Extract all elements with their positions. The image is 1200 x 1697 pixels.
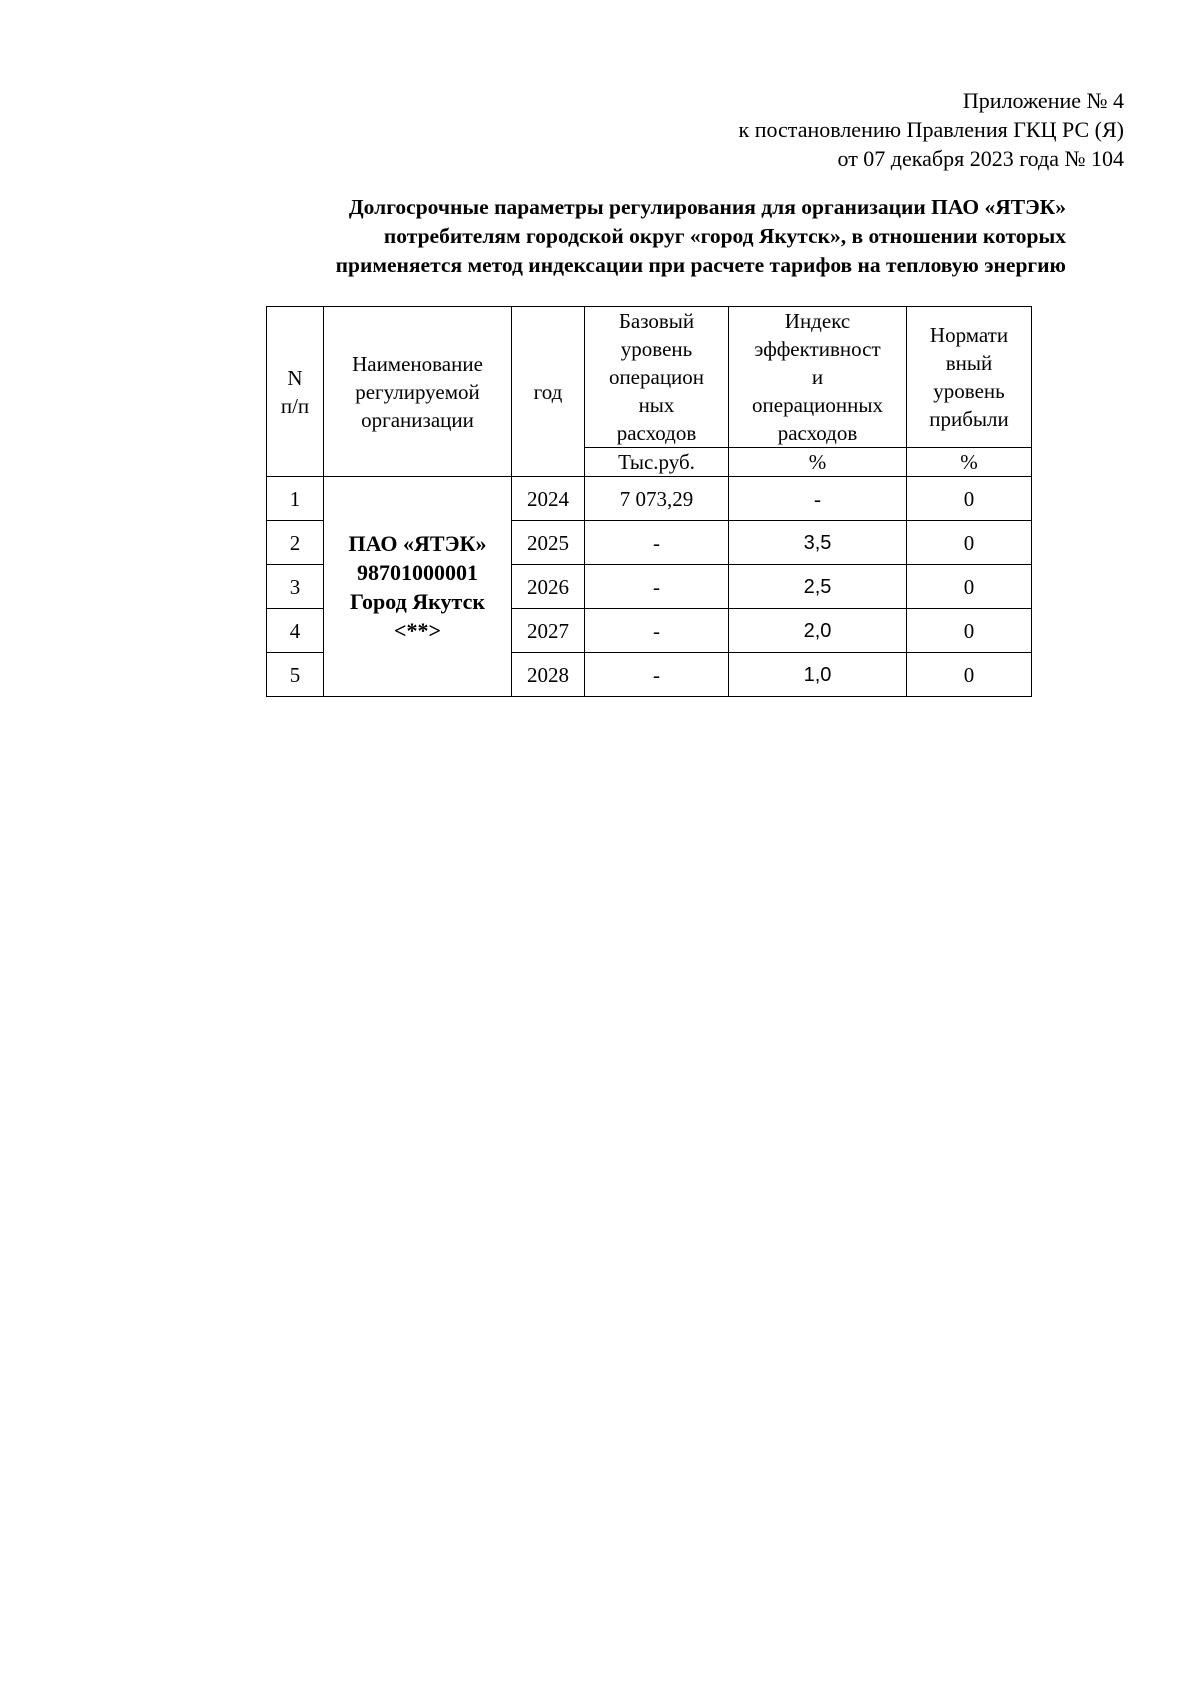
row-base-costs: -	[585, 565, 729, 609]
row-base-costs: 7 073,29	[585, 477, 729, 521]
row-year: 2026	[512, 565, 585, 609]
header-base-line: расходов	[616, 421, 697, 445]
unit-profit: %	[907, 448, 1032, 477]
row-year: 2028	[512, 653, 585, 697]
header-base-line: операцион	[608, 365, 705, 389]
row-base-costs: -	[585, 653, 729, 697]
header-num	[267, 307, 324, 477]
header-index-line: расходов	[777, 421, 858, 445]
row-efficiency-index: 3,5	[729, 521, 907, 565]
row-profit-level: 0	[907, 521, 1032, 565]
header-profit-level	[907, 307, 1032, 448]
row-profit-level: 0	[907, 477, 1032, 521]
row-year: 2025	[512, 521, 585, 565]
document-title	[200, 193, 1066, 280]
org-city: Город Якутск	[349, 588, 486, 614]
title-line-1: Долгосрочные параметры регулирования для организации ПАО «ЯТЭК»	[348, 195, 1066, 219]
header-org-line: Наименование	[352, 351, 483, 376]
header-year: год	[512, 307, 585, 477]
header-base-line: ных	[638, 393, 675, 417]
row-number: 4	[267, 609, 324, 653]
header-base-costs	[585, 307, 729, 448]
header-index-line: операционных	[752, 393, 883, 417]
row-efficiency-index: 2,0	[729, 609, 907, 653]
header-base-line: уровень	[620, 337, 693, 361]
row-year: 2024	[512, 477, 585, 521]
row-efficiency-index: -	[729, 477, 907, 521]
org-name: ПАО «ЯТЭК»	[348, 530, 487, 556]
header-profit-line: Нормати	[929, 323, 1009, 347]
row-efficiency-index: 2,5	[729, 565, 907, 609]
title-line-2: потребителям городской округ «город Якутск», в отношении которых	[383, 224, 1066, 248]
row-year: 2027	[512, 609, 585, 653]
header-base-line: Базовый	[618, 309, 695, 333]
org-footnote: <**>	[393, 617, 442, 643]
row-base-costs: -	[585, 609, 729, 653]
org-code: 98701000001	[357, 559, 478, 585]
header-profit-line: прибыли	[929, 407, 1009, 431]
row-efficiency-index: 1,0	[729, 653, 907, 697]
header-index-line: Индекс	[784, 309, 851, 333]
unit-base: Тыс.руб.	[585, 448, 729, 477]
header-index-line: и	[811, 365, 824, 389]
unit-index: %	[729, 448, 907, 477]
annex-number: Приложение № 4	[962, 88, 1124, 113]
header-profit-line: вный	[945, 351, 993, 375]
header-index-line: эффективност	[754, 337, 881, 361]
header-num-line: п/п	[280, 393, 310, 418]
row-number: 3	[267, 565, 324, 609]
title-line-3: применяется метод индексации при расчете тарифов на тепловую энергию	[335, 253, 1066, 277]
row-number: 2	[267, 521, 324, 565]
header-num-line: N	[287, 365, 303, 390]
annex-date: от 07 декабря 2023 года № 104	[837, 146, 1124, 171]
row-base-costs: -	[585, 521, 729, 565]
header-row	[267, 307, 1032, 448]
organization-cell	[324, 477, 512, 697]
row-number: 5	[267, 653, 324, 697]
parameters-table	[266, 306, 1032, 697]
row-number: 1	[267, 477, 324, 521]
row-profit-level: 0	[907, 653, 1032, 697]
row-profit-level: 0	[907, 565, 1032, 609]
header-org-line: регулируемой	[355, 379, 480, 404]
header-profit-line: уровень	[933, 379, 1005, 403]
header-efficiency-index	[729, 307, 907, 448]
header-organization	[324, 307, 512, 477]
header-org-line: организации	[361, 407, 474, 432]
row-profit-level: 0	[907, 609, 1032, 653]
table-row	[267, 477, 1032, 521]
annex-resolution: к постановлению Правления ГКЦ РС (Я)	[738, 117, 1124, 142]
annex-reference	[560, 86, 1124, 173]
